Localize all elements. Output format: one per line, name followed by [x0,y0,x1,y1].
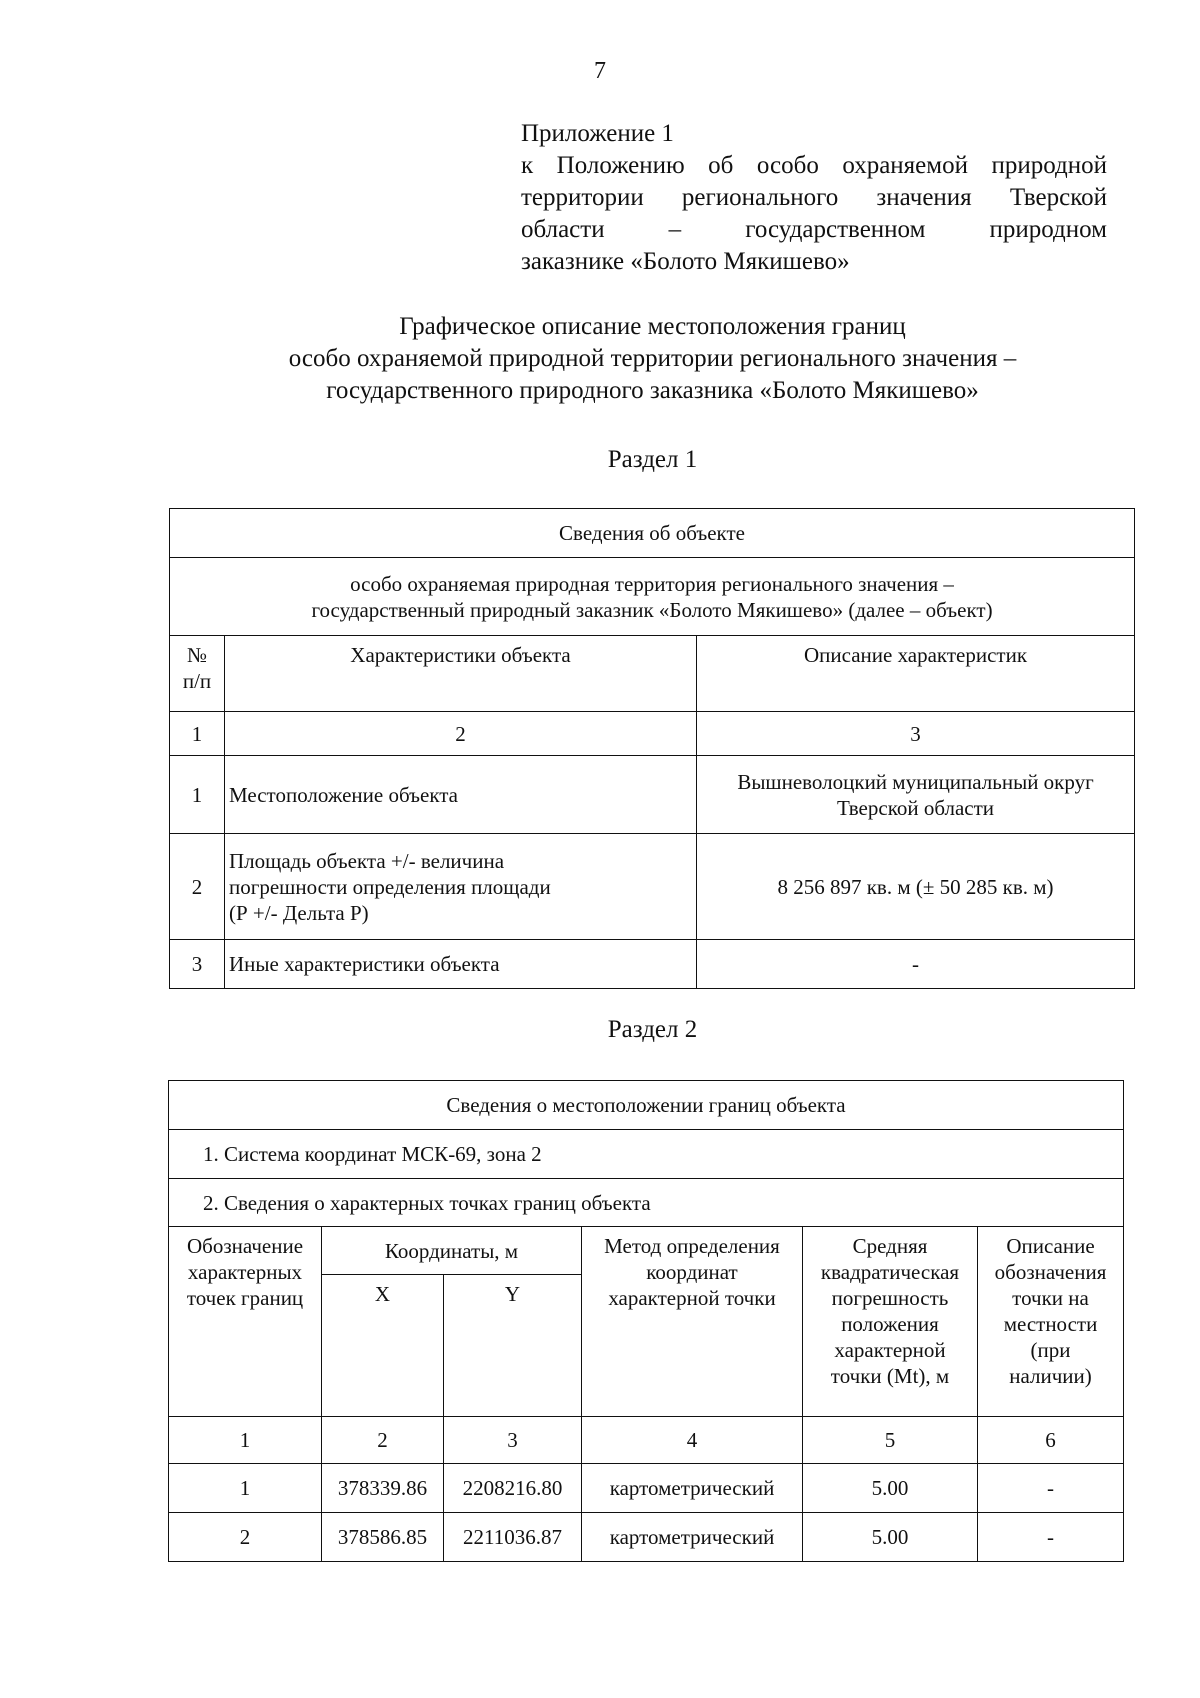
object-name-line-2: государственный природный заказник «Болото Мякишево» (далее – объект) [311,597,993,622]
section1-heading: Раздел 1 [607,446,698,473]
row-description: 8 256 897 кв. м (± 50 285 кв. м) [697,834,1135,940]
header-marking-line-1: Описание [1006,1234,1095,1258]
document-title [0,311,1200,407]
title-line-3: государственного природного заказника «Болото Мякишево» [326,377,979,404]
appendix-line-2: к Положению об особо охраняемой природной [521,152,1107,179]
header-error-line-4: положения [841,1312,939,1336]
point-mt: 5.00 [803,1513,978,1562]
point-x: 378586.85 [322,1513,444,1562]
boundary-table-title: Сведения о местоположении границ объекта [169,1081,1124,1130]
row-characteristic-line-3: (Р +/- Дельта Р) [229,900,369,925]
point-id: 2 [169,1513,322,1562]
row-characteristic: Иные характеристики объекта [225,940,697,989]
row-characteristic-line-2: погрешности определения площади [229,874,551,899]
page-number: 7 [594,58,606,84]
appendix-block [521,118,1107,278]
header-method-line-3: характерной точки [608,1286,776,1310]
table-row [170,834,1135,940]
header-marking-line-6: наличии) [1009,1364,1092,1388]
row-characteristic [225,834,697,940]
column-number-1: 1 [169,1417,322,1464]
point-marking: - [978,1464,1124,1513]
column-number-4: 4 [582,1417,803,1464]
column-number-3: 3 [444,1417,582,1464]
header-characteristics: Характеристики объекта [225,636,697,712]
header-error [803,1227,978,1417]
header-num-line-2: п/п [182,669,212,693]
column-number-2: 2 [322,1417,444,1464]
object-name-cell [170,558,1135,636]
table-row [169,1513,1124,1562]
point-method: картометрический [582,1464,803,1513]
row-num: 1 [170,756,225,834]
appendix-line-4: области – государственном природном [521,216,1107,243]
table-row [169,1464,1124,1513]
header-designation [169,1227,322,1417]
row-num: 2 [170,834,225,940]
header-error-line-6: точки (Mt), м [830,1364,950,1388]
point-mt: 5.00 [803,1464,978,1513]
appendix-line-3: территории регионального значения Тверской [521,184,1107,211]
header-error-line-3: погрешность [831,1286,949,1310]
row-description: - [697,940,1135,989]
column-number-2: 2 [225,712,697,756]
header-y: Y [444,1275,582,1417]
appendix-line-5: заказнике «Болото Мякишево» [521,248,850,275]
header-x: X [322,1275,444,1417]
section2-heading: Раздел 2 [607,1016,698,1043]
column-number-5: 5 [803,1417,978,1464]
header-error-line-2: квадратическая [820,1260,960,1284]
object-name-line-1: особо охраняемая природная территория регионального значения – [350,571,954,596]
title-line-1: Графическое описание местоположения границ [399,313,906,340]
point-y: 2211036.87 [444,1513,582,1562]
header-method [582,1227,803,1417]
header-num-cell [170,636,225,712]
header-marking-line-5: (при [1030,1338,1071,1362]
column-number-1: 1 [170,712,225,756]
point-id: 1 [169,1464,322,1513]
points-info-row: 2. Сведения о характерных точках границ объекта [169,1179,1124,1227]
header-description: Описание характеристик [697,636,1135,712]
object-info-table-title: Сведения об объекте [170,509,1135,558]
header-designation-line-1: Обозначение [186,1234,304,1258]
table-row [170,940,1135,989]
object-info-table [169,508,1135,989]
row-description-line-2: Тверской области [836,795,995,820]
header-marking-line-2: обозначения [994,1260,1107,1284]
row-description-line-1: Вышневолоцкий муниципальный округ [737,769,1094,794]
point-x: 378339.86 [322,1464,444,1513]
header-coordinates: Координаты, м [322,1227,582,1275]
header-method-line-1: Метод определения [604,1234,780,1258]
header-designation-line-3: точек границ [186,1286,304,1310]
header-marking-line-3: точки на [1012,1286,1089,1310]
header-method-line-2: координат [646,1260,738,1284]
row-num: 3 [170,940,225,989]
row-description [697,756,1135,834]
header-designation-line-2: характерных [187,1260,303,1284]
row-characteristic: Местоположение объекта [225,756,697,834]
header-marking [978,1227,1124,1417]
coordinate-system-row: 1. Система координат МСК-69, зона 2 [169,1130,1124,1179]
column-number-3: 3 [697,712,1135,756]
row-characteristic-line-1: Площадь объекта +/- величина [229,848,505,873]
column-number-6: 6 [978,1417,1124,1464]
header-num-line-1: № [186,643,208,667]
title-line-2: особо охраняемой природной территории регионального значения – [288,345,1017,372]
point-method: картометрический [582,1513,803,1562]
header-marking-line-4: местности [1003,1312,1098,1336]
boundary-points-table [168,1080,1124,1562]
point-y: 2208216.80 [444,1464,582,1513]
table-row [170,756,1135,834]
point-marking: - [978,1513,1124,1562]
header-error-line-5: характерной [834,1338,946,1362]
appendix-line-1: Приложение 1 [521,120,674,147]
header-error-line-1: Средняя [852,1234,928,1258]
